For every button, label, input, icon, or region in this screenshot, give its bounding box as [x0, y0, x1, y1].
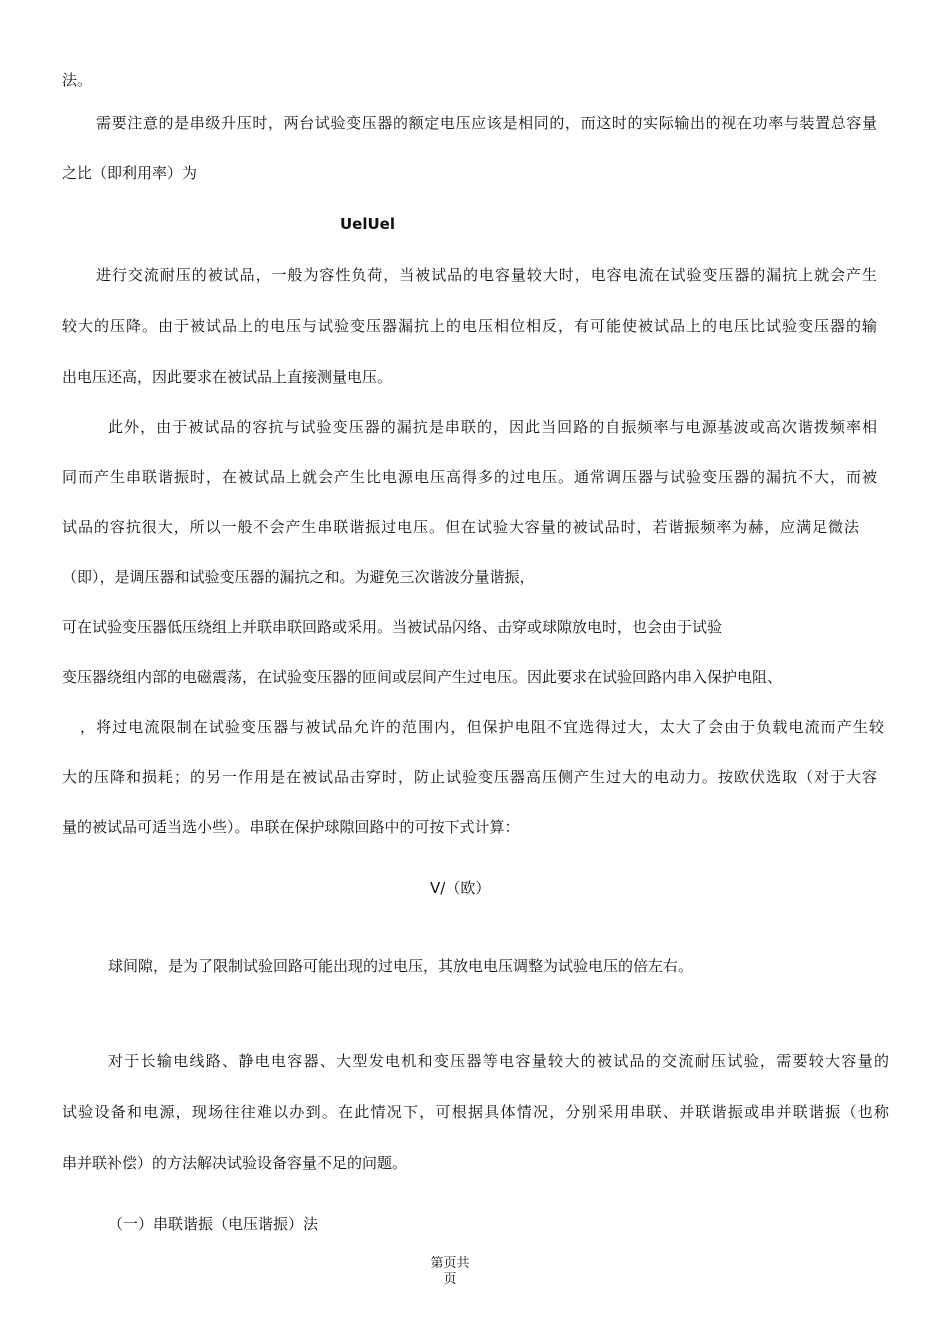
page-footer-line-2: 页	[443, 1272, 457, 1287]
text-line-7: 出电压还高，因此要求在被试品上直接测量电压。	[62, 368, 393, 386]
text-line-11: （即），是调压器和试验变压器的漏抗之和。为避免三次谐波分量谐振，	[62, 568, 535, 586]
formula-utilization: UelUel	[340, 215, 395, 233]
text-line-14: ，将过电流限制在试验变压器与被试品允许的范围内，但保护电阻不宜选得过大，太大了会由于负载电流而产生较	[80, 718, 884, 736]
text-line-2: 需要注意的是串级升压时，两台试验变压器的额定电压应该是相同的，而这时的实际输出的视在功率与装置总容量	[96, 114, 877, 132]
text-line-16: 量的被试品可适当选小些）。串联在保护球隙回路中的可按下式计算：	[62, 818, 520, 836]
section-heading-series-resonance: （一）串联谐振（电压谐振）法	[108, 1215, 319, 1233]
text-line-5: 进行交流耐压的被试品，一般为容性负荷，当被试品的电容量较大时，电容电流在试验变压器的漏抗上就会产生	[96, 266, 877, 284]
text-line-19: 对于长输电线路、静电电容器、大型发电机和变压器等电容量较大的被试品的交流耐压试验，需要较大容量的	[108, 1052, 889, 1070]
text-line-13: 变压器绕组内部的电磁震荡，在试验变压器的匝间或层间产生过电压。因此要求在试验回路内串入保护电阻、	[62, 668, 783, 686]
text-line-8: 此外，由于被试品的容抗与试验变压器的漏抗是串联的，因此当回路的自振频率与电源基波或高次谐拨频率相	[108, 418, 877, 436]
text-line-20: 试验设备和电源，现场往往难以办到。在此情况下，可根据具体情况，分别采用串联、并联谐振或串并联谐振（也称	[62, 1103, 889, 1121]
formula-resistance: V/（欧）	[430, 879, 491, 897]
text-line-18: 球间隙，是为了限制试验回路可能出现的过电压，其放电电压调整为试验电压的倍左右。	[108, 957, 694, 975]
text-line-15: 大的压降和损耗；的另一作用是在被试品击穿时，防止试验变压器高压侧产生过大的电动力。按欧伏选取（对于大容	[62, 768, 877, 786]
page-footer	[400, 1256, 500, 1288]
text-line-10: 试品的容抗很大，所以一般不会产生串联谐振过电压。但在试验大容量的被试品时，若谐振频率为赫，应满足微法	[62, 518, 859, 536]
page-footer-line-1: 第页共	[430, 1256, 470, 1271]
text-line-1: 法。	[62, 71, 93, 89]
text-line-6: 较大的压降。由于被试品上的电压与试验变压器漏抗上的电压相位相反，有可能使被试品上的电压比试验变压器的输	[62, 317, 877, 335]
text-line-21: 串并联补偿）的方法解决试验设备容量不足的问题。	[62, 1154, 408, 1172]
text-line-9: 同而产生串联谐振时，在被试品上就会产生比电源电压高得多的过电压。通常调压器与试验变压器的漏抗不大，而被	[62, 468, 877, 486]
text-line-12: 可在试验变压器低压绕组上并联串联回路或采用。当被试品闪络、击穿或球隙放电时，也会由于试验	[62, 618, 723, 636]
text-line-3: 之比（即利用率）为	[62, 164, 198, 182]
